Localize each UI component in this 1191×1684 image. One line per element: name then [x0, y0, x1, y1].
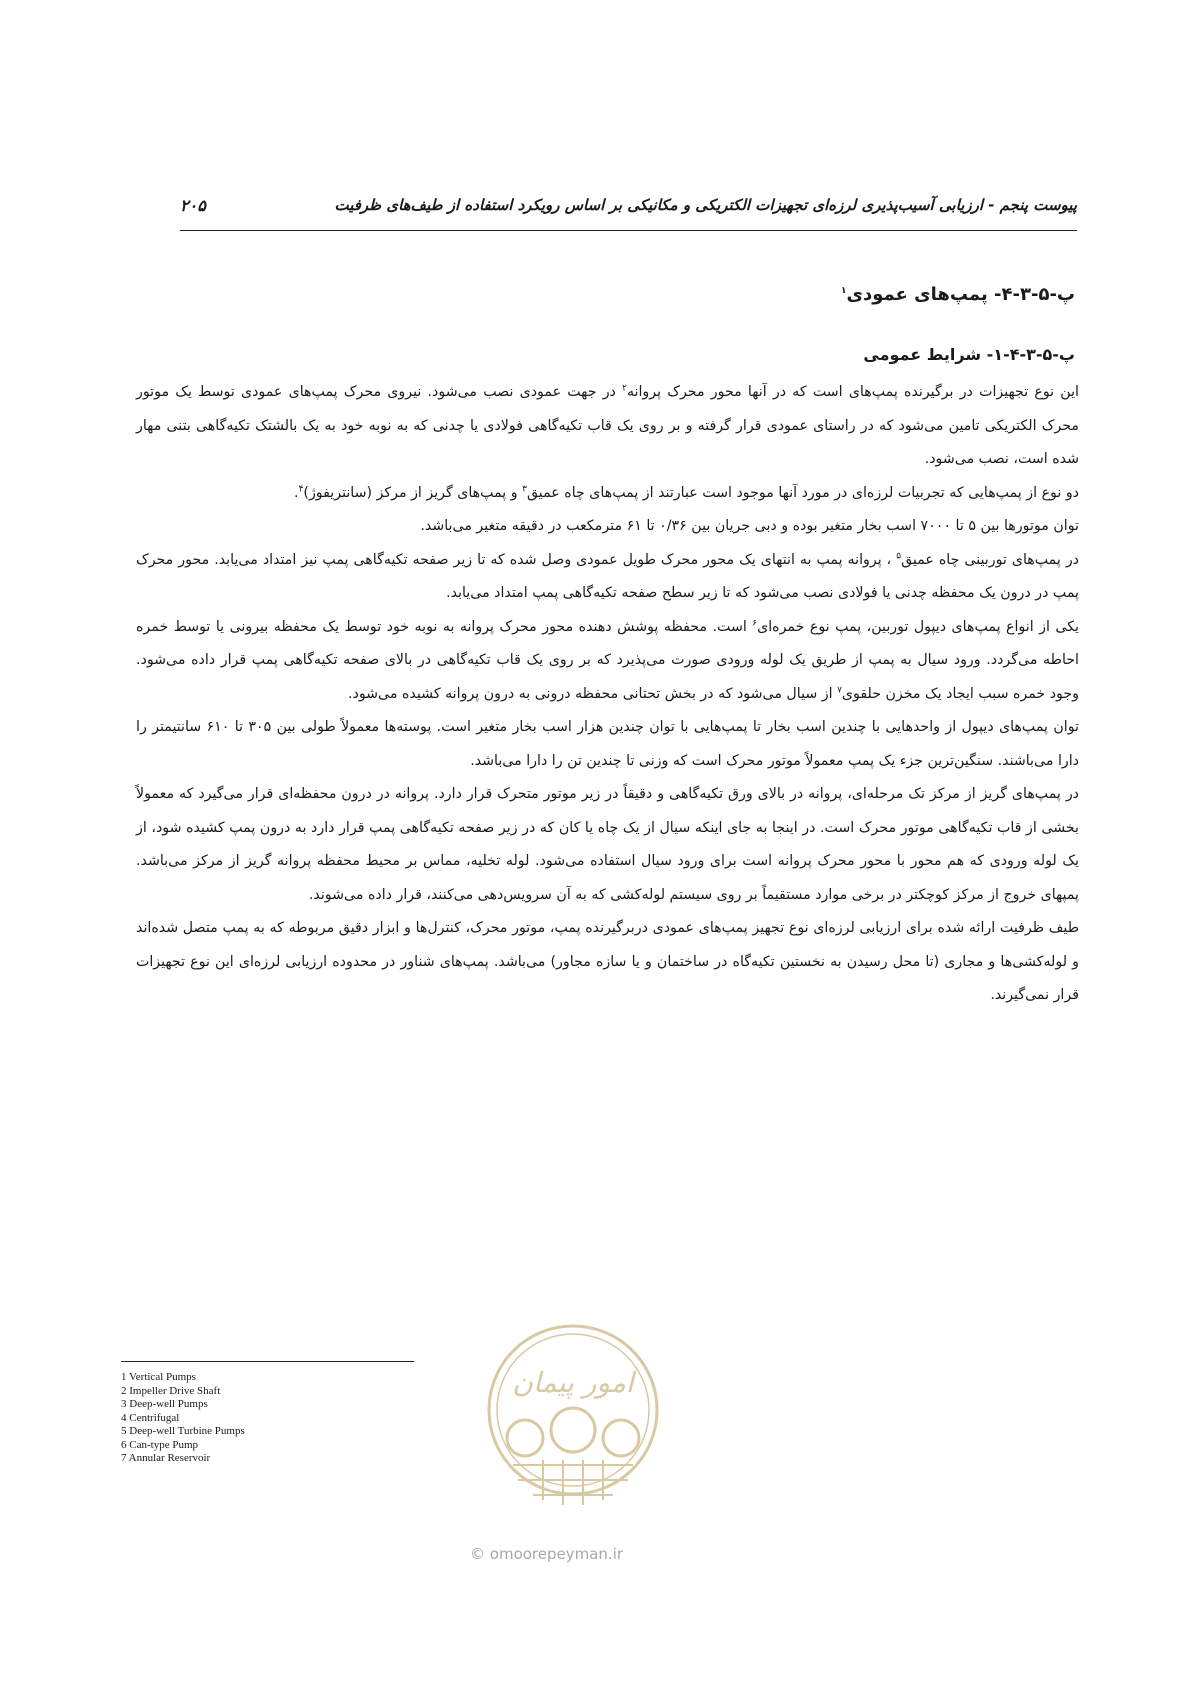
footnote-item: 5 Deep-well Turbine Pumps	[121, 1425, 245, 1437]
footnote-item: 3 Deep-well Pumps	[121, 1398, 208, 1410]
watermark-logo-text: امور پیمان	[512, 1366, 634, 1399]
footnote-ref: ۳	[522, 483, 527, 494]
footnote-ref: ۵	[896, 550, 902, 561]
page-number: ۲۰۵	[180, 196, 206, 215]
section-heading	[136, 284, 1079, 305]
gear-icons	[507, 1408, 639, 1456]
footnote-ref: ۱	[840, 286, 847, 296]
paragraph: این نوع تجهیزات در برگیرنده پمپ‌های است که در آنها محور محرک پروانه$^۲$ در جهت عمودی نصب می‌شود. نیروی محرک پمپ‌های عمودی توسط یک موتور محرک الکتریکی تامین می‌شود که در راستای عمودی قرار گرفته و بر روی یک قاب تکیه‌گاهی فولادی یا چدنی که به نوبه خود به یک بالشتک تکیه‌گاهی بتنی مهار شده است، نصب می‌شود.	[136, 383, 1079, 467]
footnote-item: 6 Can-type Pump	[121, 1438, 198, 1451]
subsection-heading: پ-۵-۳-۴-۱- شرایط عمومی	[863, 345, 1075, 364]
footnote-item: 2 Impeller Drive Shaft	[121, 1384, 221, 1397]
paragraph: در پمپ‌های توربینی چاه عمیق$^۵$ ، پروانه پمپ به انتهای یک محور محرک طویل عمودی وصل شده که تا زیر صفحه تکیه‌گاهی پمپ نیز امتداد می‌یابد. محور محرک پمپ در درون یک محفظه چدنی یا فولادی نصب می‌شود که تا زیر سطح صفحه تکیه‌گاهی پمپ امتداد می‌یابد.	[136, 550, 1079, 601]
gear-icon	[603, 1420, 639, 1456]
running-header	[180, 196, 1077, 231]
watermark-ring-inner	[497, 1334, 649, 1486]
footnote-ref: ۶	[752, 617, 758, 628]
watermark-caption-text: omoorepeyman.ir	[489, 1545, 624, 1563]
main-content	[136, 268, 1079, 1013]
footnote-item: 7 Annular Reservoir	[121, 1452, 211, 1464]
footnote-divider	[121, 1361, 414, 1362]
gear-icon	[551, 1408, 595, 1452]
watermark-caption	[470, 1545, 670, 1563]
footnote-item: 1 Vertical Pumps	[121, 1371, 196, 1383]
gear-icon	[507, 1420, 543, 1456]
header-title: پیوست پنجم - ارزیابی آسیب‌پذیری لرزه‌ای تجهیزات الکتریکی و مکانیکی بر اساس رویکرد استفاده از طیف‌های ظرفیت	[334, 196, 1077, 214]
paragraph: یکی از انواع پمپ‌های دیپول توربین، پمپ نوع خمره‌ای$^۶$ است. محفظه پوشش دهنده محور محرک پروانه به نوبه خود توسط یک محفظه بیرونی یا توسط خمره احاطه می‌گردد. ورود سیال به پمپ از طریق یک لوله ورودی صورت می‌پذیرد که بر روی یک قاب تکیه‌گاهی در بالای صفحه تکیه‌گاهی پمپ قرار داده می‌شود. وجود خمره سبب ایجاد یک مخزن حلقوی$^۷$ از سیال می‌شود که در بخش تحتانی محفظه درونی به درون پروانه کشیده می‌شود.	[136, 617, 1079, 702]
watermark-ring	[489, 1326, 657, 1494]
paragraph: طیف ظرفیت ارائه شده برای ارزیابی لرزه‌ای نوع تجهیز پمپ‌های عمودی دربرگیرنده پمپ، موتور محرک، کنترل‌ها و ابزار دقیق مربوطه که به پمپ متصل شده‌اند و لوله‌کشی‌ها و مجاری (تا محل رسیدن به نخستین تکیه‌گاه در ساختمان و یا سازه مجاور) می‌باشد. پمپ‌های شناور در محدوده ارزیابی لرزه‌ای این نوع تجهیزات قرار نمی‌گیرند.	[136, 920, 1079, 1003]
footnote-ref: ۷	[837, 684, 842, 695]
copyright-icon: ©	[470, 1545, 485, 1563]
paragraph: در پمپ‌های گریز از مرکز تک مرحله‌ای، پروانه در بالای ورق تکیه‌گاهی و دقیقاً در زیر موتور متحرک قرار دارد. پروانه در درون محفظه‌ای قرار می‌گیرد که معمولاً بخشی از قاب تکیه‌گاهی موتور محرک است. در اینجا به جای اینکه سیال از یک چاه یا کان که در زیر صفحه تکیه‌گاهی پمپ قرار دارد به درون پمپ کشیده شود، از یک لوله ورودی که هم محور با محور محرک پروانه است برای ورود سیال استفاده می‌شود. لوله تخلیه، مماس بر محیط محفظه پروانه گریز از مرکز می‌باشد. پمپهای خروج از مرکز کوچکتر در برخی موارد مستقیماً بر روی سیستم لوله‌کشی که به آن سرویس‌دهی می‌کنند، قرار داده می‌شوند.	[136, 786, 1079, 903]
footnote-item: 4 Centrifugal	[121, 1411, 180, 1424]
footnotes	[121, 1371, 245, 1466]
section-heading-text: پ-۵-۳-۴- پمپ‌های عمودی	[846, 284, 1075, 305]
paragraph: دو نوع از پمپ‌هایی که تجربیات لرزه‌ای در مورد آنها موجود است عبارتند از پمپ‌های چاه عمیق$^۳$ و پمپ‌های گریز از مرکز (سانتریفوژ)$^۴$.	[294, 483, 1079, 501]
footnote-ref: ۴	[298, 483, 304, 494]
watermark-logo	[483, 1320, 663, 1540]
footnote-ref: ۲	[622, 383, 627, 394]
paragraph: توان پمپ‌های دیپول از واحدهایی با چندین اسب بخار تا پمپ‌هایی با توان چندین هزار اسب بخار متغیر است. پوسته‌ها معمولاً طولی بین ۳۰۵ تا ۶۱۰ سانتیمتر را دارا می‌باشند. سنگین‌ترین جزء یک پمپ معمولاً موتور محرک است که وزنی تا چندین تن را دارا می‌باشد.	[136, 719, 1079, 769]
paragraph: توان موتورها بین ۵ تا ۷۰۰۰ اسب بخار متغیر بوده و دبی جریان بین ۰/۳۶ تا ۶۱ مترمکعب در دقیقه متغیر می‌باشد.	[420, 518, 1079, 534]
